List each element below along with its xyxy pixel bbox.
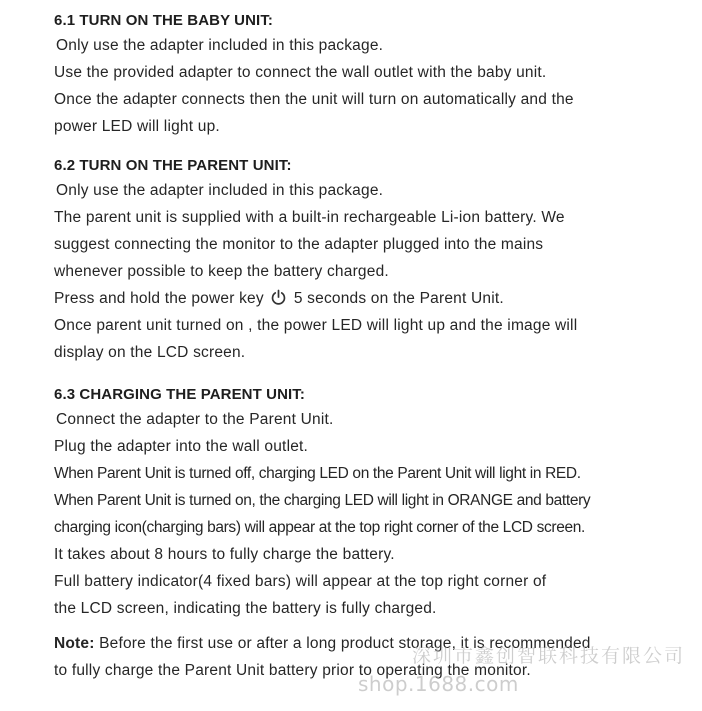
note-line-2: to fully charge the Parent Unit battery prior to operating the monitor. (54, 662, 531, 679)
body-line: suggest connecting the monitor to the adapter plugged into the mains (54, 236, 544, 253)
body-line: Use the provided adapter to connect the wall outlet with the baby unit. (54, 64, 547, 81)
body-line: Connect the adapter to the Parent Unit. (56, 411, 334, 428)
body-line: charging icon(charging bars) will appear at the top right corner of the LCD screen. (54, 519, 585, 536)
power-line-before: Press and hold the power key (54, 290, 264, 307)
body-line: The parent unit is supplied with a built-in rechargeable Li-ion battery. We (54, 209, 565, 226)
power-icon (270, 289, 287, 306)
body-line: Once the adapter connects then the unit will turn on automatically and the (54, 91, 574, 108)
power-key-line (54, 285, 666, 312)
section-6-2 (54, 154, 666, 366)
body-line: When Parent Unit is turned off, charging LED on the Parent Unit will light in RED. (54, 465, 581, 482)
section-6-3 (54, 383, 666, 622)
body-line: Full battery indicator(4 fixed bars) will appear at the top right corner of (54, 573, 547, 590)
note-block (54, 630, 666, 684)
body-line: Only use the adapter included in this package. (56, 182, 384, 199)
note-line-1 (54, 630, 666, 657)
section-heading: 6.3 CHARGING THE PARENT UNIT: (54, 386, 305, 403)
body-line: display on the LCD screen. (54, 344, 246, 361)
body-line: Plug the adapter into the wall outlet. (54, 438, 309, 455)
body-line: whenever possible to keep the battery charged. (54, 263, 389, 280)
note-label: Note: (54, 635, 95, 652)
manual-page (54, 9, 666, 684)
body-line: When Parent Unit is turned on, the charging LED will light in ORANGE and battery (54, 492, 591, 509)
body-line: Once parent unit turned on , the power LED will light up and the image will (54, 317, 578, 334)
section-heading: 6.2 TURN ON THE PARENT UNIT: (54, 157, 292, 174)
watermark-company: 深圳市鑫创智联科技有限公司 (412, 645, 686, 667)
note-text: Before the first use or after a long product storage, it is recommended (94, 635, 591, 652)
watermark-shop-url: shop.1688.com (358, 672, 519, 696)
body-line: power LED will light up. (54, 118, 220, 135)
section-heading: 6.1 TURN ON THE BABY UNIT: (54, 12, 274, 29)
body-line: the LCD screen, indicating the battery is fully charged. (54, 600, 437, 617)
body-line: It takes about 8 hours to fully charge the battery. (54, 546, 395, 563)
power-line-after: 5 seconds on the Parent Unit. (293, 290, 504, 307)
body-line: Only use the adapter included in this package. (56, 37, 384, 54)
section-6-1 (54, 9, 666, 140)
